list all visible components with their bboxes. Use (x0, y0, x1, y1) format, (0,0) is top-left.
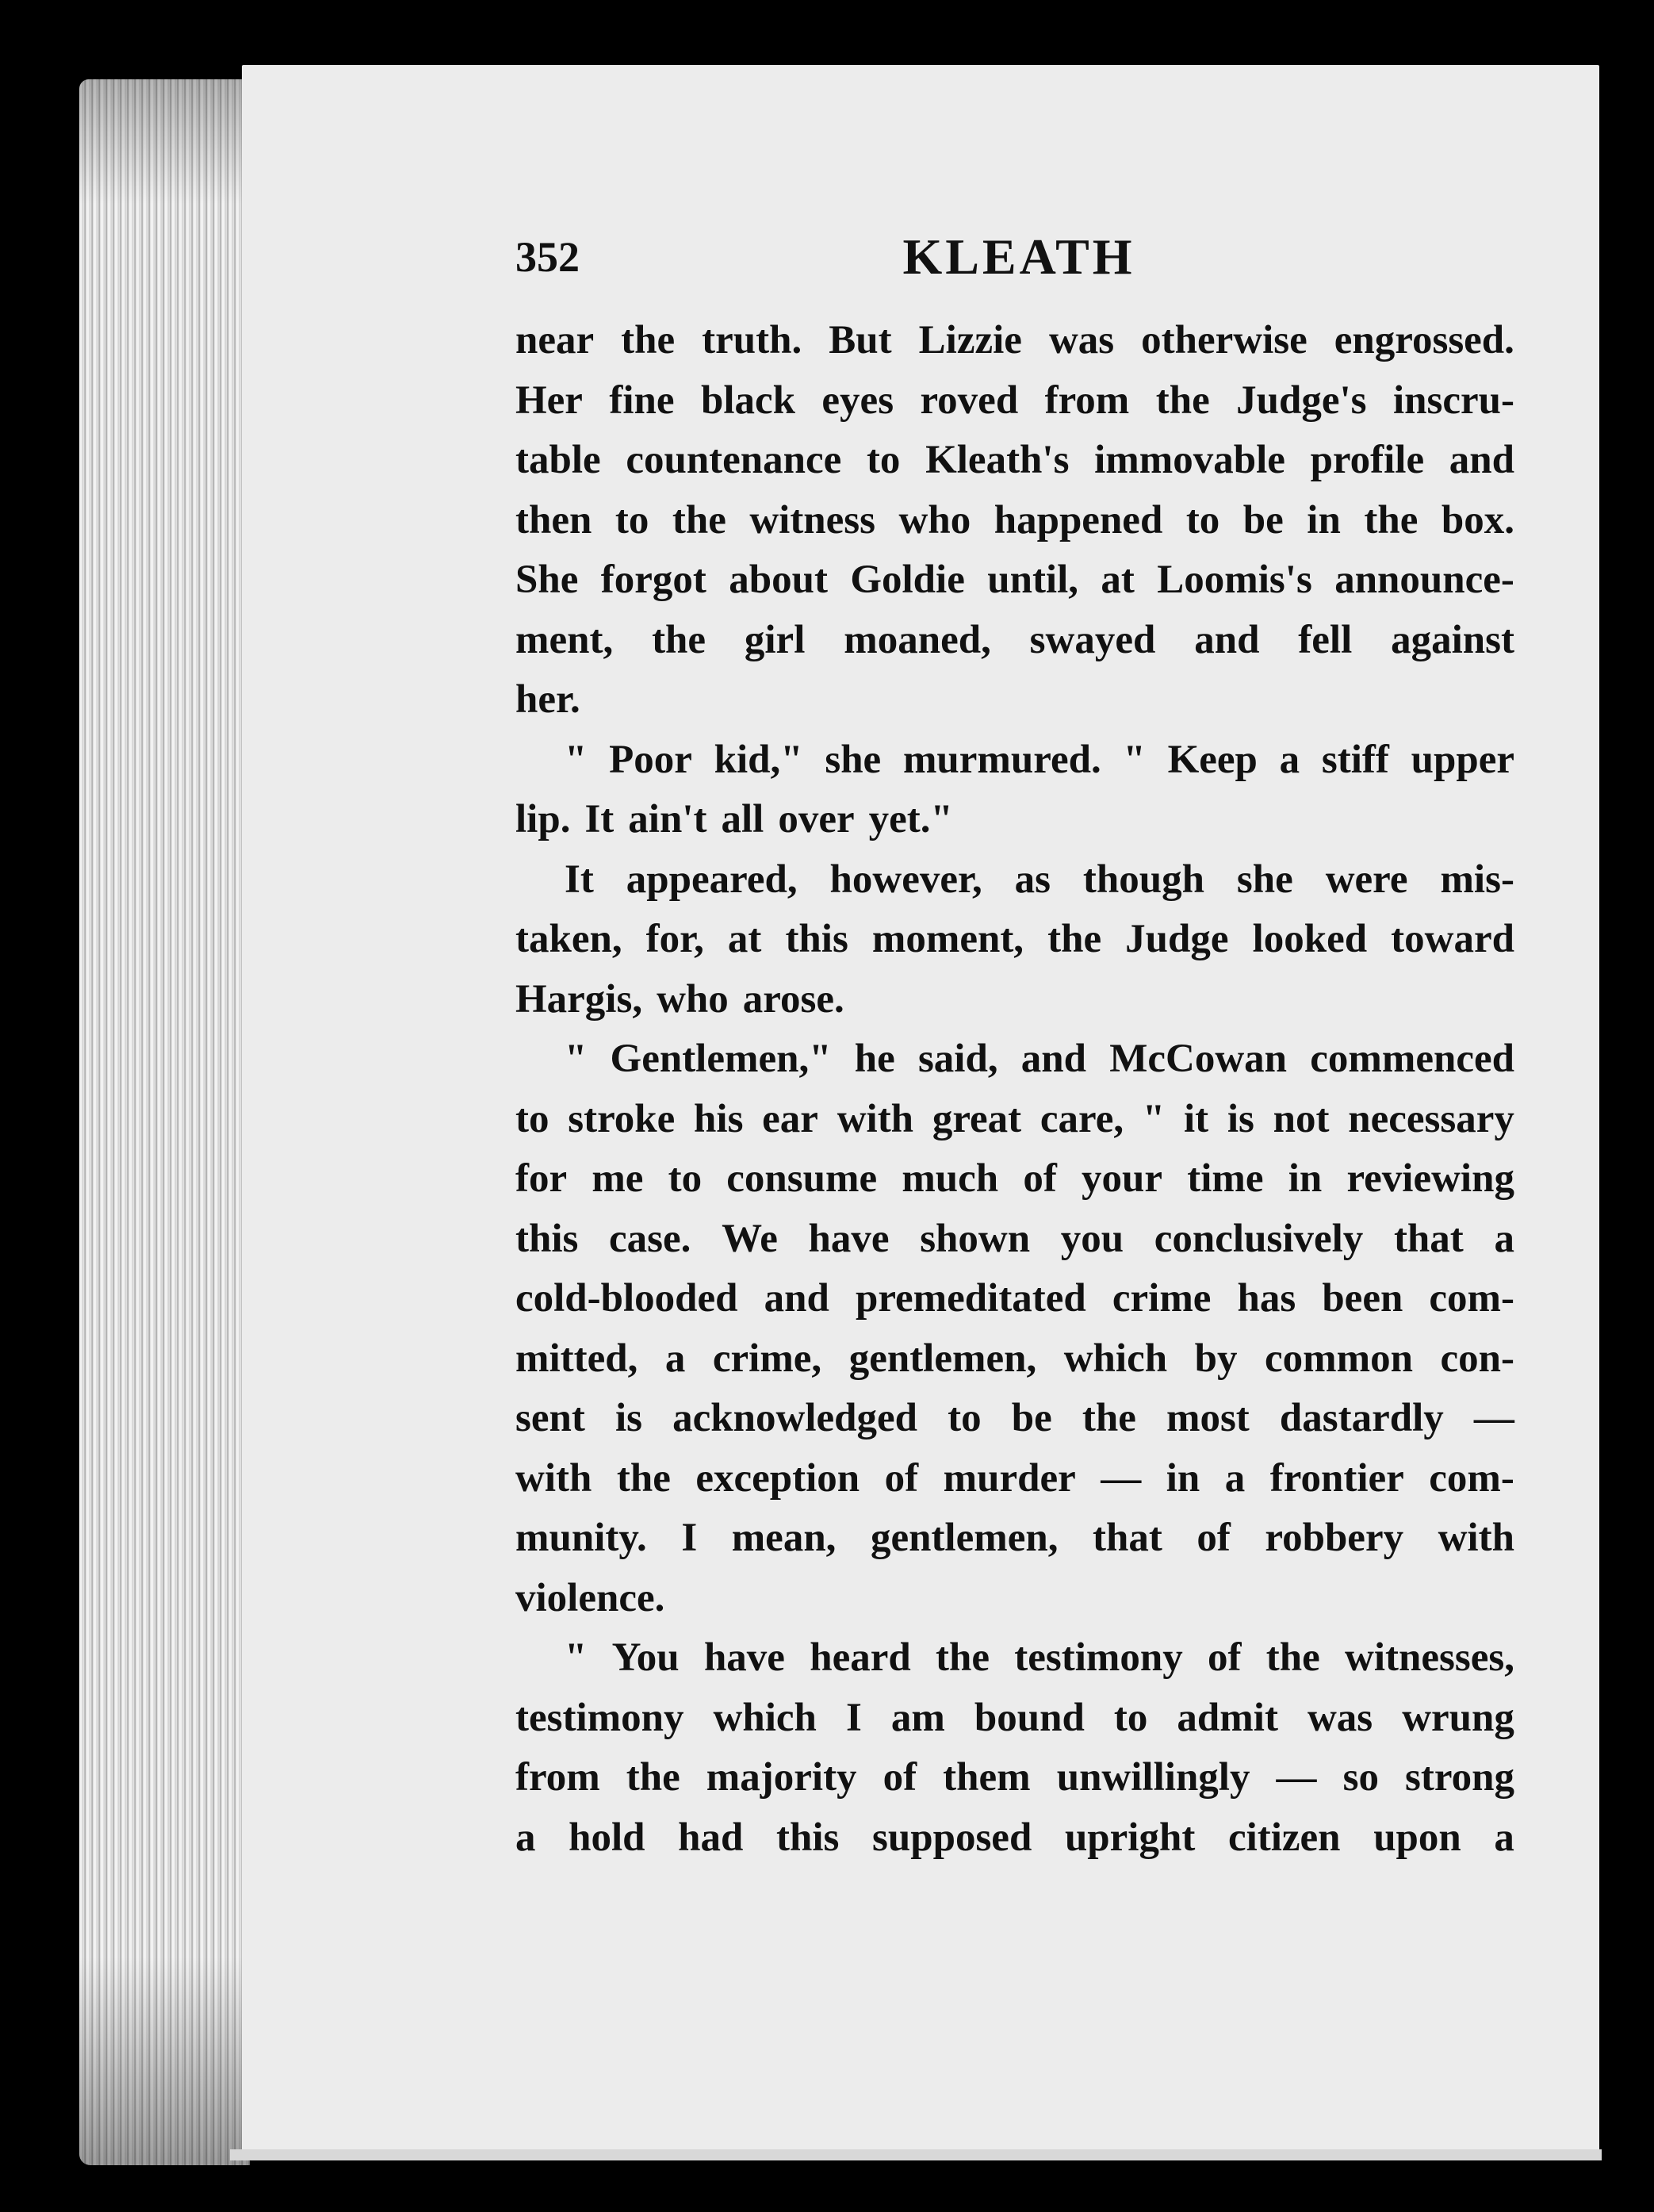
text-line (515, 1029, 1514, 1090)
word: he (854, 1037, 895, 1081)
text-line (515, 790, 1514, 850)
word: a (515, 1815, 536, 1860)
text-line (515, 670, 1514, 730)
word: acknowledged (672, 1396, 917, 1440)
text-line (515, 970, 1514, 1030)
word: mitted, (515, 1336, 638, 1381)
word: much (902, 1156, 999, 1201)
word: the (936, 1635, 990, 1680)
word: upright (1064, 1815, 1196, 1860)
word: who (898, 497, 971, 542)
word: reviewing (1346, 1156, 1514, 1201)
word: am (890, 1695, 945, 1740)
word: Judge (1125, 917, 1229, 961)
word: of (1196, 1516, 1231, 1560)
word: has (1237, 1276, 1296, 1321)
word: girl (744, 617, 806, 662)
word: the (621, 318, 676, 362)
text-line (515, 1748, 1514, 1808)
word: com- (1429, 1276, 1514, 1321)
word: forgot (600, 558, 706, 602)
word: she (825, 737, 882, 782)
word: over (778, 797, 855, 841)
text-line (515, 1269, 1514, 1329)
word: this (515, 1216, 579, 1261)
word: for (515, 1156, 568, 1201)
word: swayed (1029, 617, 1156, 662)
word: her. (515, 677, 580, 722)
running-head: KLEATH (902, 228, 1135, 285)
word: it (1183, 1096, 1209, 1141)
text-line (515, 1329, 1514, 1390)
word: testimony (1014, 1635, 1183, 1680)
word: I (845, 1695, 862, 1740)
word: robbery (1265, 1516, 1404, 1560)
word: which (1063, 1336, 1168, 1381)
text-line (515, 1149, 1514, 1210)
word: fell (1298, 617, 1353, 662)
word: in (1307, 497, 1341, 542)
word: com- (1429, 1455, 1514, 1501)
word: of (1023, 1156, 1057, 1201)
word: who (657, 976, 729, 1022)
word: upper (1411, 737, 1514, 782)
word: unwillingly (1056, 1755, 1250, 1800)
word: supposed (872, 1815, 1032, 1860)
word: them (943, 1755, 1031, 1800)
word: ment, (515, 617, 614, 662)
word: crime, (712, 1336, 822, 1381)
word: the (1082, 1396, 1136, 1440)
word: Judge's (1236, 378, 1367, 423)
word: to (948, 1396, 982, 1440)
text-line (515, 550, 1514, 611)
word: happened (994, 497, 1163, 542)
word: the (1265, 1635, 1320, 1680)
word: and (764, 1276, 829, 1321)
word: to (866, 438, 901, 482)
word: all (721, 797, 764, 841)
word: gentlemen, (848, 1336, 1037, 1381)
word: from (515, 1755, 600, 1800)
word: witnesses, (1345, 1635, 1514, 1680)
word: moaned, (844, 617, 991, 662)
word: Poor (609, 737, 692, 782)
word: mean, (731, 1516, 837, 1560)
word: black (700, 378, 795, 423)
word: care, (1039, 1096, 1124, 1141)
word: Loomis's (1157, 558, 1312, 602)
word: majority (706, 1755, 857, 1800)
word: his (694, 1096, 744, 1141)
word: of (884, 1455, 919, 1501)
word: ain't (628, 797, 707, 841)
body-text (515, 311, 1514, 1868)
text-line (515, 1090, 1514, 1150)
text-line (515, 1569, 1514, 1629)
word: was (1307, 1695, 1373, 1740)
word: violence. (515, 1575, 665, 1620)
word: Her (515, 378, 583, 423)
word: It (565, 857, 594, 902)
word: She (515, 558, 579, 602)
word: and (1194, 617, 1260, 662)
word: case. (609, 1216, 691, 1261)
word: fine (609, 378, 675, 423)
word: upon (1373, 1815, 1461, 1860)
word: lip. (515, 797, 571, 841)
word: so (1342, 1755, 1379, 1800)
word: We (722, 1216, 778, 1261)
word: the (616, 1455, 671, 1501)
word: engrossed. (1334, 318, 1514, 362)
word: moment, (871, 917, 1024, 961)
word: to (515, 1096, 549, 1141)
word: hold (569, 1815, 645, 1860)
word: is (615, 1396, 642, 1440)
word: heard (810, 1635, 911, 1680)
word: to (1113, 1695, 1148, 1740)
word: until, (987, 558, 1079, 602)
word: profile (1310, 438, 1425, 482)
word: kid," (714, 737, 803, 782)
word: munity. (515, 1516, 647, 1560)
text-line (515, 1210, 1514, 1270)
text-line (515, 371, 1514, 431)
word: near (515, 318, 595, 362)
text-line (515, 850, 1514, 910)
word: premeditated (855, 1276, 1086, 1321)
word: shown (920, 1216, 1031, 1261)
text-line (515, 1389, 1514, 1449)
word: stiff (1321, 737, 1389, 782)
word: consume (726, 1156, 878, 1201)
word: citizen (1227, 1815, 1341, 1860)
word: " (1142, 1096, 1166, 1141)
word: immovable (1094, 438, 1285, 482)
word: with (515, 1455, 592, 1501)
page-bottom-edge (230, 2149, 1602, 2160)
word: But (829, 318, 892, 362)
word: be (1242, 497, 1284, 542)
word: eyes (821, 378, 894, 423)
word: a (1224, 1455, 1246, 1501)
word: the (652, 617, 706, 662)
word: that (1393, 1216, 1464, 1261)
word: It (584, 797, 615, 841)
word: bound (974, 1695, 1085, 1740)
word: toward (1391, 917, 1514, 961)
word: of (883, 1755, 917, 1800)
word: taken, (515, 917, 622, 961)
word: this (785, 917, 848, 961)
word: a (1494, 1216, 1514, 1261)
word: been (1322, 1276, 1403, 1321)
text-line (515, 730, 1514, 791)
text-line (515, 611, 1514, 671)
word: ear (762, 1096, 818, 1141)
word: have (808, 1216, 890, 1261)
word: strong (1405, 1755, 1514, 1800)
page-number: 352 (515, 233, 580, 281)
word: and (1020, 1037, 1087, 1081)
word: about (729, 558, 828, 602)
word: cold-blooded (515, 1276, 738, 1321)
word: said, (917, 1037, 998, 1081)
word: of (1208, 1635, 1242, 1680)
text-line (515, 1689, 1514, 1749)
word: was (1048, 318, 1115, 362)
word: commenced (1310, 1037, 1514, 1081)
word: me (592, 1156, 644, 1201)
word: crime (1112, 1276, 1212, 1321)
word: most (1166, 1396, 1250, 1440)
word: mis- (1440, 857, 1514, 902)
word: necessary (1348, 1096, 1514, 1141)
word: against (1391, 617, 1514, 662)
word: box. (1441, 497, 1514, 542)
word: then (515, 497, 592, 542)
word: You (611, 1635, 680, 1680)
text-line (515, 1509, 1514, 1569)
word: were (1325, 857, 1408, 902)
word: gentlemen, (870, 1516, 1059, 1560)
word: conclusively (1154, 1216, 1364, 1261)
word: be (1011, 1396, 1052, 1440)
word: time (1187, 1156, 1264, 1201)
word: Gentlemen," (610, 1037, 832, 1081)
word: yet." (868, 797, 953, 841)
word: exception (695, 1455, 860, 1501)
word: arose. (742, 976, 844, 1022)
word: " (565, 1635, 588, 1680)
word: appeared, (626, 857, 798, 902)
word: had (678, 1815, 744, 1860)
word: wrung (1402, 1695, 1514, 1740)
text-line (515, 311, 1514, 371)
word: roved (920, 378, 1019, 423)
word: truth. (702, 318, 802, 362)
text-line (515, 910, 1514, 970)
text-line (515, 1808, 1514, 1869)
word: which (713, 1695, 817, 1740)
word: inscru- (1392, 378, 1514, 423)
word: looked (1252, 917, 1368, 961)
word: common (1264, 1336, 1413, 1381)
word: " (1123, 737, 1146, 782)
page-header (515, 225, 1514, 289)
word: in (1288, 1156, 1323, 1201)
word: to (668, 1156, 703, 1201)
word: great (932, 1096, 1022, 1141)
word: Lizzie (918, 318, 1022, 362)
word: a (664, 1336, 686, 1381)
word: not (1273, 1096, 1330, 1141)
word: — (1276, 1755, 1317, 1800)
word: admit (1177, 1695, 1278, 1740)
word: announce- (1334, 558, 1514, 602)
word: testimony (515, 1695, 684, 1740)
word: you (1060, 1216, 1124, 1261)
word: at (727, 917, 762, 961)
word: as (1014, 857, 1051, 902)
word: Hargis, (515, 976, 643, 1022)
word: to (1185, 497, 1220, 542)
word: Kleath's (925, 438, 1070, 482)
word: and (1449, 438, 1514, 482)
word: a (1279, 737, 1300, 782)
word: Keep (1167, 737, 1258, 782)
word: she (1236, 857, 1293, 902)
word: Goldie (850, 558, 965, 602)
word: table (515, 438, 601, 482)
word: murmured. (902, 737, 1101, 782)
word: this (776, 1815, 840, 1860)
word: though (1082, 857, 1204, 902)
word: the (626, 1755, 680, 1800)
word: have (703, 1635, 785, 1680)
word: with (837, 1096, 914, 1141)
word: murder (943, 1455, 1076, 1501)
word: is (1227, 1096, 1254, 1141)
word: McCowan (1109, 1037, 1288, 1081)
word: " (565, 737, 588, 782)
word: a (1494, 1815, 1514, 1860)
text-line (515, 1628, 1514, 1689)
word: countenance (626, 438, 842, 482)
text-line (515, 1449, 1514, 1509)
word: witness (749, 497, 876, 542)
word: at (1101, 558, 1135, 602)
word: frontier (1269, 1455, 1404, 1501)
word: with (1438, 1516, 1514, 1560)
page-edges (79, 79, 250, 2165)
word: that (1093, 1516, 1162, 1560)
word: — (1101, 1455, 1142, 1501)
word: from (1044, 378, 1130, 423)
word: however, (829, 857, 982, 902)
word: in (1166, 1455, 1200, 1501)
text-line (515, 431, 1514, 491)
word: dastardly (1279, 1396, 1444, 1440)
word: the (1364, 497, 1419, 542)
word: I (681, 1516, 698, 1560)
word: otherwise (1141, 318, 1308, 362)
word: for, (645, 917, 704, 961)
word: by (1194, 1336, 1238, 1381)
text-line (515, 491, 1514, 551)
word: to (615, 497, 649, 542)
word: sent (515, 1396, 585, 1440)
word: " (565, 1037, 588, 1081)
word: — (1473, 1396, 1514, 1440)
word: the (672, 497, 726, 542)
word: con- (1440, 1336, 1514, 1381)
word: stroke (568, 1096, 676, 1141)
word: the (1155, 378, 1210, 423)
word: your (1082, 1156, 1163, 1201)
word: the (1047, 917, 1102, 961)
